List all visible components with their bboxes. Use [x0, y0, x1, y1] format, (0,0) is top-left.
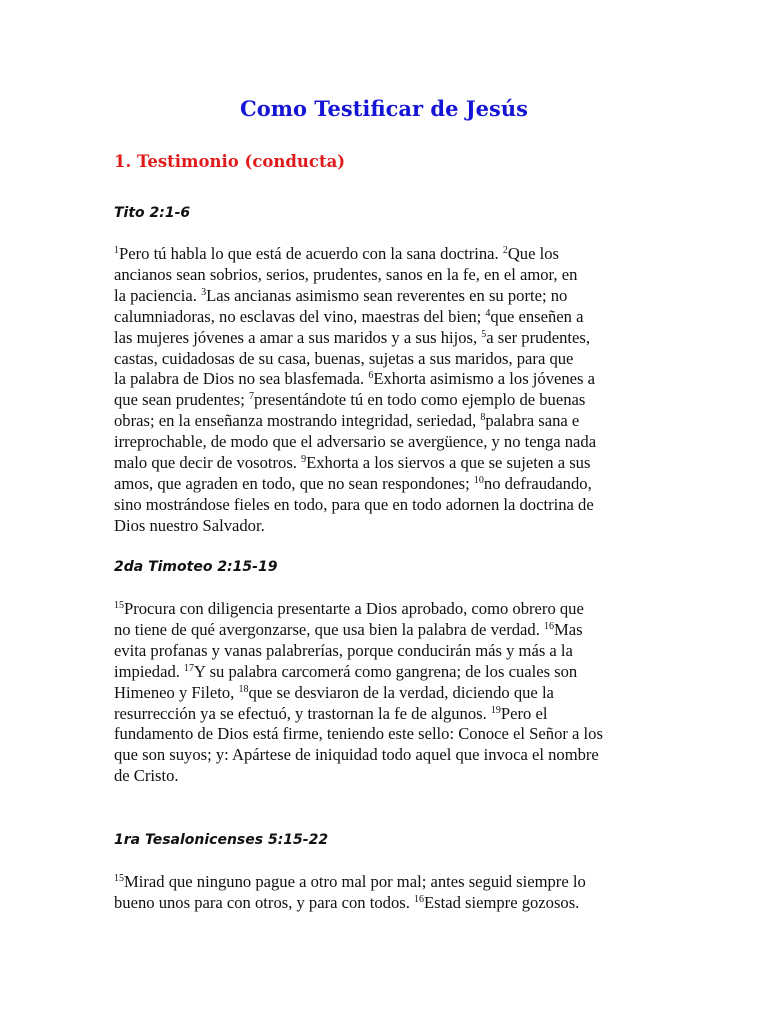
- verse-text: palabra sana e: [485, 411, 580, 431]
- text-line: [114, 872, 659, 893]
- verse-text: Que los: [507, 244, 559, 263]
- verse-number: 4: [485, 307, 491, 319]
- verse-text: bueno unos para con otros, y para con todos.: [114, 892, 415, 912]
- verse-text: Estad siempre gozosos.: [424, 892, 580, 912]
- text-line: [114, 724, 659, 745]
- verse-text: Mirad que ninguno pague a otro mal por mal; antes seguid siempre lo: [124, 872, 586, 891]
- verse-text: presentándote tú en todo como ejemplo de buenas: [254, 390, 586, 410]
- verse-number: 3: [201, 286, 207, 298]
- text-line: [114, 265, 659, 286]
- text-line: [114, 349, 659, 370]
- section-heading: 1. Testimonio (conducta): [114, 152, 346, 171]
- text-line: [114, 893, 659, 914]
- verse-number: 10: [473, 474, 484, 486]
- verse-number: 18: [238, 683, 249, 695]
- text-line: [114, 369, 659, 390]
- text-line: [114, 453, 659, 474]
- verse-number: 1: [114, 245, 119, 256]
- verse-text: Procura con diligencia presentarte a Dios aprobado, como obrero que: [124, 599, 584, 618]
- text-line: [114, 620, 659, 641]
- verse-number: 9: [301, 454, 307, 466]
- text-line: [114, 745, 659, 766]
- verse-text: no defraudando,: [483, 473, 592, 493]
- verse-text: fundamento de Dios está firme, teniendo este sello: Conoce el Señor a los: [114, 724, 603, 744]
- verse-text: Exhorta asimismo a los jóvenes a: [373, 369, 596, 389]
- verse-text: que son suyos; y: Apártese de iniquidad todo aquel que invoca el nombre: [114, 745, 599, 765]
- passage-reference: Tito 2:1-6: [114, 205, 191, 221]
- text-line: [114, 662, 659, 683]
- text-line: [114, 432, 659, 453]
- text-line: [114, 411, 659, 432]
- verse-text: a ser prudentes,: [486, 327, 590, 347]
- verse-text: impiedad.: [114, 661, 185, 681]
- verse-text: irreprochable, de modo que el adversario se avergüence, y no tenga nada: [114, 432, 597, 452]
- verse-text: malo que decir de vosotros.: [114, 453, 302, 473]
- verse-text: Pero tú habla lo que está de acuerdo con la sana doctrina.: [119, 244, 503, 263]
- text-line: [114, 495, 659, 516]
- verse-number: 5: [481, 328, 487, 340]
- verse-number: 16: [414, 893, 425, 905]
- page-title: Como Testificar de Jesús: [240, 96, 528, 121]
- passage-text: [114, 872, 659, 914]
- verse-text: Pero el: [500, 703, 548, 723]
- verse-text: sino mostrándose fieles en todo, para que en todo adornen la doctrina de: [114, 494, 594, 514]
- verse-number: 7: [249, 391, 255, 403]
- verse-number: 17: [184, 662, 195, 674]
- passage-reference: 2da Timoteo 2:15-19: [114, 559, 278, 575]
- verse-text: Exhorta a los siervos a que se sujeten a sus: [306, 453, 591, 473]
- text-line: [114, 244, 659, 265]
- verse-number: 15: [114, 873, 124, 884]
- verse-number: 2: [502, 245, 508, 256]
- verse-text: no tiene de qué avergonzarse, que usa bien la palabra de verdad.: [114, 619, 545, 639]
- passage-reference: 1ra Tesalonicenses 5:15-22: [114, 832, 329, 848]
- verse-text: que se desviaron de la verdad, diciendo que la: [248, 682, 554, 702]
- text-line: [114, 516, 659, 537]
- passage-text: [114, 244, 659, 537]
- verse-text: Dios nuestro Salvador.: [114, 515, 265, 535]
- verse-text: de Cristo.: [114, 766, 179, 786]
- verse-text: que sean prudentes;: [114, 390, 250, 410]
- text-line: [114, 766, 659, 787]
- text-line: [114, 704, 659, 725]
- verse-number: 8: [480, 412, 486, 424]
- text-line: [114, 390, 659, 411]
- verse-text: castas, cuidadosas de su casa, buenas, sujetas a sus maridos, para que: [114, 348, 574, 368]
- verse-text: resurrección ya se efectuó, y trastornan la fe de algunos.: [114, 703, 491, 723]
- verse-text: Mas: [554, 619, 583, 639]
- text-line: [114, 307, 659, 328]
- text-line: [114, 286, 659, 307]
- verse-text: la paciencia.: [114, 285, 202, 305]
- text-line: [114, 641, 659, 662]
- verse-text: ancianos sean sobrios, serios, prudentes, sanos en la fe, en el amor, en: [114, 264, 578, 284]
- verse-text: amos, que agraden en todo, que no sean respondones;: [114, 473, 474, 493]
- verse-text: Himeneo y Fileto,: [114, 682, 239, 702]
- verse-text: las mujeres jóvenes a amar a sus maridos y a sus hijos,: [114, 327, 482, 347]
- text-line: [114, 683, 659, 704]
- verse-text: la palabra de Dios no sea blasfemada.: [114, 369, 369, 389]
- verse-text: evita profanas y vanas palabrerías, porque conducirán más y más a la: [114, 640, 573, 660]
- text-line: [114, 474, 659, 495]
- passage-text: [114, 599, 659, 787]
- text-line: [114, 599, 659, 620]
- verse-number: 19: [490, 704, 501, 716]
- verse-text: que enseñen a: [490, 306, 584, 326]
- verse-number: 6: [368, 370, 374, 382]
- verse-number: 15: [114, 600, 124, 611]
- verse-text: calumniadoras, no esclavas del vino, maestras del bien;: [114, 306, 486, 326]
- text-line: [114, 328, 659, 349]
- verse-text: obras; en la enseñanza mostrando integridad, seriedad,: [114, 411, 481, 431]
- verse-number: 16: [544, 620, 555, 632]
- verse-text: Y su palabra carcomerá como gangrena; de los cuales son: [194, 661, 578, 681]
- verse-text: Las ancianas asimismo sean reverentes en su porte; no: [206, 285, 568, 305]
